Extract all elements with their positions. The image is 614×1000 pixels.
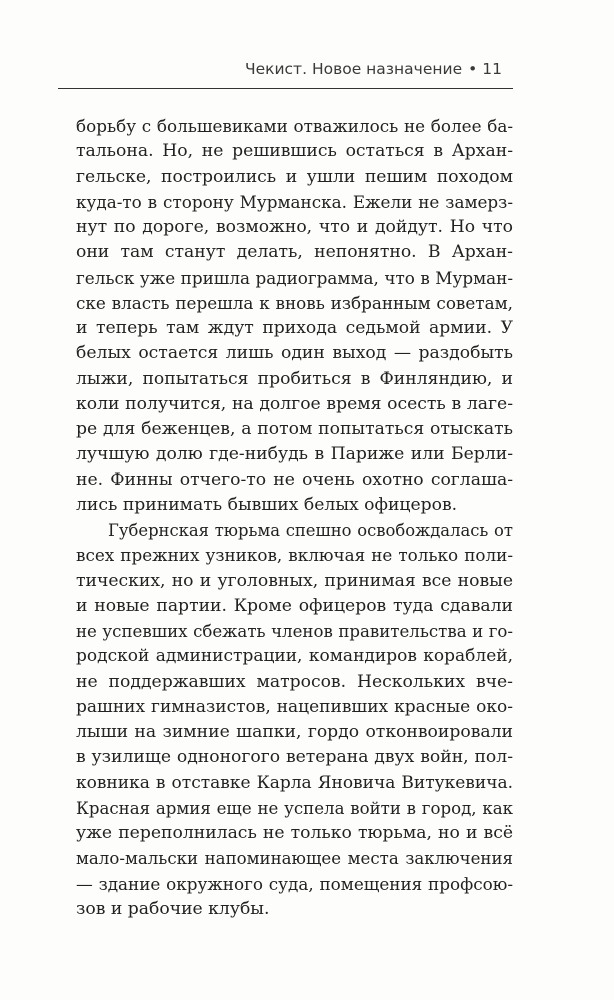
header-rule (58, 88, 513, 89)
body-text (76, 114, 513, 922)
text-line: они там станут делать, непонятно. В Архан- (76, 242, 513, 263)
text-line: нут по дороге, возможно, что и дойдут. Но что (76, 217, 513, 237)
text-line: ковника в отставке Карла Яновича Витукевича. (76, 772, 513, 793)
text-line: в узилище одноногого ветерана двух войн, пол- (76, 747, 513, 768)
running-head-title: Чекист. Новое назначение (244, 60, 463, 78)
text-line: лучшую долю где-нибудь в Париже или Берли- (76, 444, 513, 465)
page-number: 11 (482, 60, 502, 78)
text-line: белых остается лишь один выход — раздобыть (76, 343, 513, 364)
text-line: — здание окружного суда, помещения профсою- (76, 873, 513, 894)
text-line: мало-мальски напоминающее места заключения (76, 849, 513, 869)
text-line: уже переполнилась не только тюрьма, но и всё (76, 823, 513, 843)
running-head (60, 60, 502, 78)
text-line: лыши на зимние шапки, гордо отконвоировали (76, 722, 513, 742)
text-line: борьбу с большевиками отважилось не более ба- (76, 116, 513, 136)
text-line: куда-то в сторону Мурманска. Ежели не замерз- (76, 191, 513, 212)
text-line: всех прежних узников, включая не только поли- (76, 545, 513, 566)
paragraph-1 (76, 114, 513, 518)
running-head-bullet: • (468, 60, 478, 78)
text-line: гельск уже пришла радиограмма, что в Мурман- (76, 267, 513, 288)
text-line: рашних гимназистов, нацепивших красные око- (76, 696, 513, 717)
text-line: и новые партии. Кроме офицеров туда сдавали (76, 595, 513, 616)
text-line: не поддержавших матросов. Нескольких вче- (76, 671, 513, 692)
text-line: тальона. Но, не решившись остаться в Архан- (76, 141, 513, 162)
text-line: гельске, построились и ушли пешим походом (76, 166, 513, 187)
text-line: лись принимать бывших белых офицеров. (76, 494, 458, 515)
text-line: коли получится, на долгое время осесть в лаге- (76, 393, 513, 414)
text-line: родской администрации, командиров кораблей, (76, 646, 513, 667)
text-line: лыжи, попытаться пробиться в Финляндию, и (76, 368, 513, 389)
text-line: Губернская тюрьма спешно освобождалась от (108, 521, 513, 540)
text-line: тических, но и уголовных, принимая все новые (76, 570, 513, 591)
text-line: ске власть перешла к вновь избранным советам, (76, 292, 513, 313)
text-line: и теперь там ждут прихода седьмой армии. У (76, 318, 513, 338)
paragraph-2 (76, 518, 513, 922)
text-line: зов и рабочие клубы. (76, 898, 270, 919)
text-line: не. Финны отчего-то не очень охотно соглаша- (76, 469, 513, 490)
text-line: Красная армия еще не успела войти в город, как (76, 798, 513, 818)
text-line: ре для беженцев, а потом попытаться отыскать (76, 419, 513, 439)
text-line: не успевших сбежать членов правительства и го- (76, 622, 513, 641)
